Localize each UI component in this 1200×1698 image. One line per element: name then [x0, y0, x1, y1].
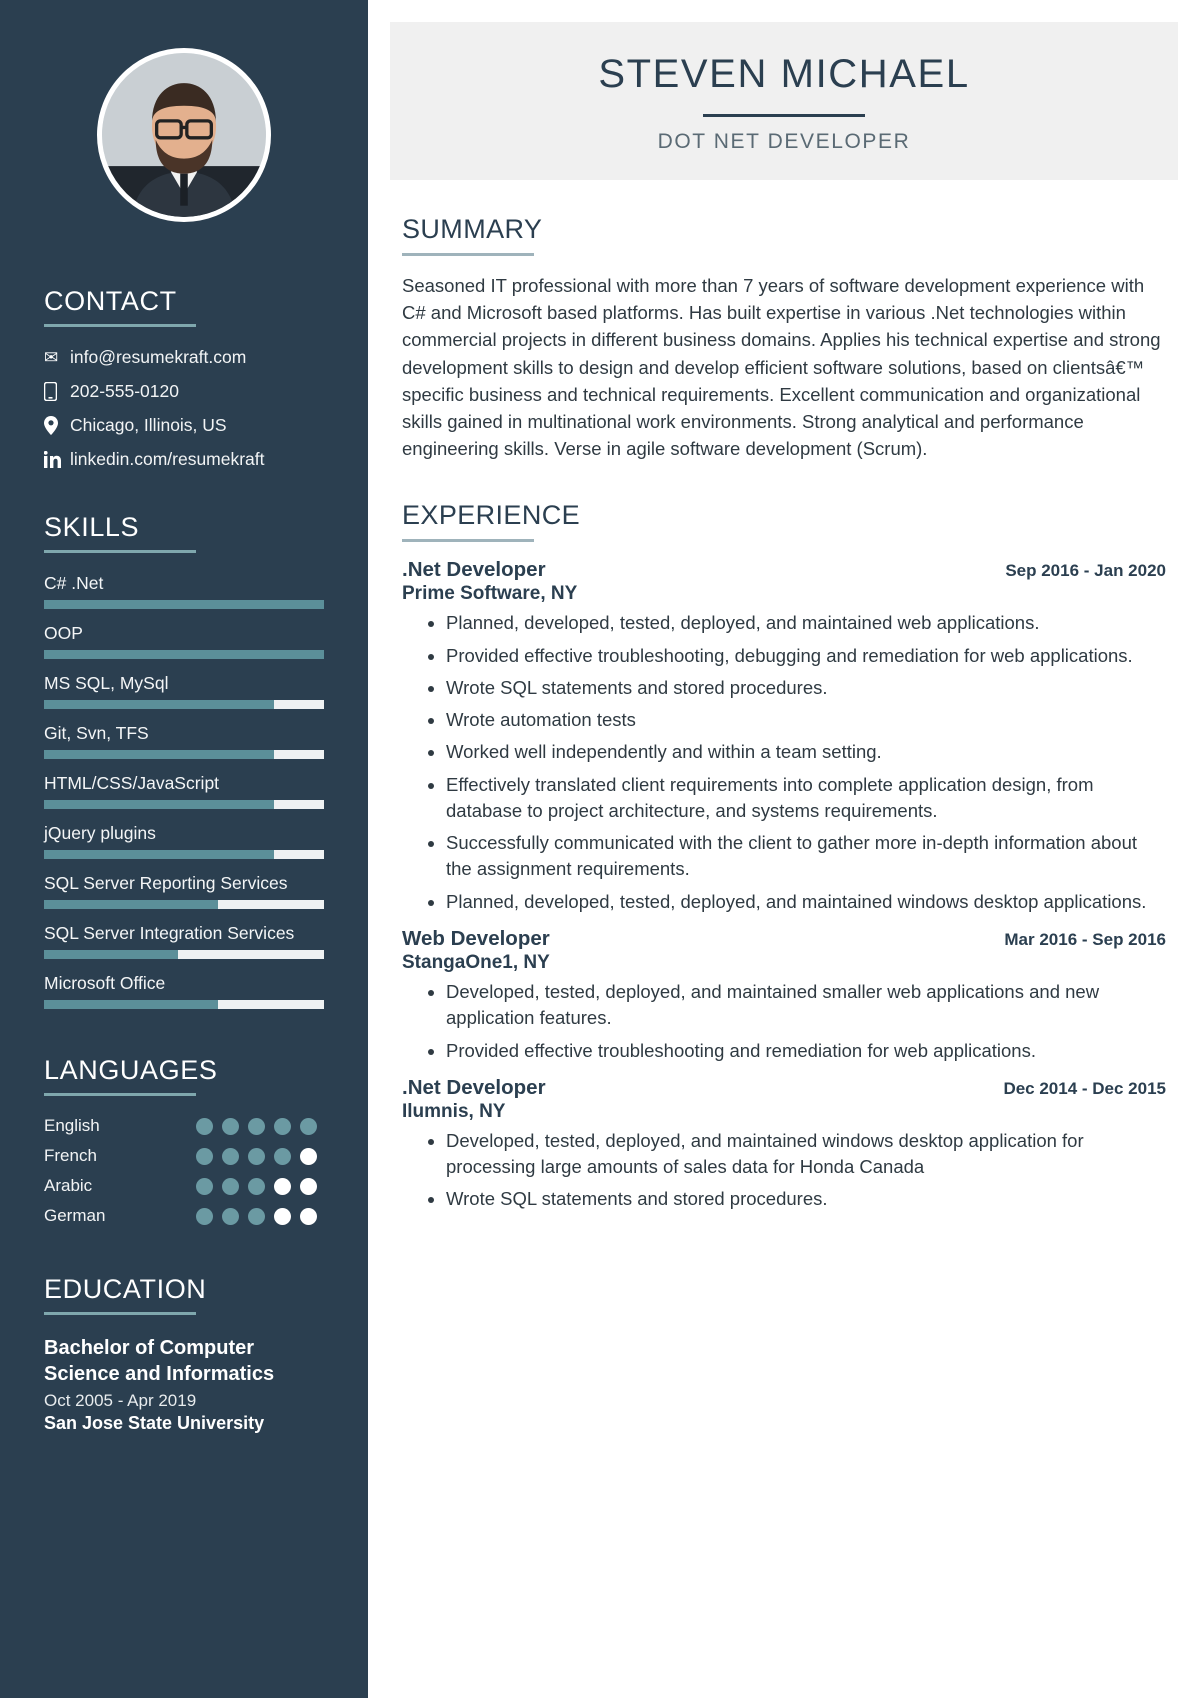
experience-item-header	[402, 1076, 1166, 1100]
education-degree: Bachelor of Computer Science and Informatics	[44, 1337, 275, 1385]
contact-section	[44, 286, 324, 470]
skill-item	[44, 623, 324, 659]
experience-job-date: Sep 2016 - Jan 2020	[1005, 561, 1166, 581]
divider	[703, 114, 865, 117]
skill-bar	[44, 700, 324, 709]
language-label: Arabic	[44, 1176, 93, 1195]
contact-item-location[interactable]	[44, 415, 324, 436]
education-school: San Jose State University	[44, 1413, 265, 1433]
list-item: • Effectively translated client requirements into complete application design, from database to project architecture, and systems requirements.	[446, 772, 1166, 825]
email-icon: ✉	[44, 348, 59, 367]
education-section	[44, 1274, 324, 1474]
languages-list	[44, 1116, 324, 1226]
experience-job-title: .Net Developer	[402, 558, 546, 582]
skill-item	[44, 973, 324, 1009]
skill-bar-fill	[44, 900, 218, 909]
skill-bar-fill	[44, 800, 274, 809]
skill-item	[44, 873, 324, 909]
skill-bar	[44, 750, 324, 759]
experience-job-org: Ilumnis, NY	[402, 1100, 506, 1122]
experience-heading: EXPERIENCE	[402, 500, 581, 531]
skill-bar-fill	[44, 650, 324, 659]
linkedin-icon	[44, 451, 70, 468]
language-label: French	[44, 1146, 97, 1165]
skill-bar	[44, 600, 324, 609]
skill-bar	[44, 1000, 324, 1009]
experience-job-org: StangaOne1, NY	[402, 951, 550, 973]
language-label: English	[44, 1116, 100, 1135]
language-item	[44, 1206, 324, 1226]
main-content	[368, 0, 1200, 1698]
experience-job-title: Web Developer	[402, 926, 550, 950]
skill-item	[44, 823, 324, 859]
experience-item	[402, 558, 1166, 915]
list-item: • Wrote SQL statements and stored procedures.	[446, 675, 1166, 701]
education-heading: EDUCATION	[44, 1274, 207, 1304]
list-item: • Provided effective troubleshooting, debugging and remediation for web applications.	[446, 643, 1166, 669]
list-item: • Wrote automation tests	[446, 707, 1166, 733]
contact-item-email[interactable]	[44, 347, 324, 368]
skill-label: OOP	[44, 623, 83, 643]
list-item: • Successfully communicated with the client to gather more in-depth information about the assignment requirements.	[446, 830, 1166, 883]
job-role-subtitle: DOT NET DEVELOPER	[657, 130, 911, 153]
skill-bar-fill	[44, 950, 178, 959]
languages-heading: LANGUAGES	[44, 1055, 218, 1085]
divider	[402, 253, 534, 256]
experience-job-title: .Net Developer	[402, 1075, 546, 1099]
experience-section	[402, 500, 1166, 1212]
skill-bar-fill	[44, 850, 274, 859]
profile-photo-icon	[102, 53, 266, 217]
skill-label: Git, Svn, TFS	[44, 723, 149, 743]
language-rating	[196, 1208, 317, 1225]
divider	[44, 1093, 196, 1096]
phone-icon	[44, 382, 70, 401]
skill-bar-fill	[44, 750, 274, 759]
contact-list	[44, 347, 324, 470]
list-item: • Planned, developed, tested, deployed, and maintained windows desktop applications.	[446, 889, 1166, 915]
skill-bar-fill	[44, 600, 324, 609]
contact-item-phone[interactable]	[44, 381, 324, 402]
skill-bar	[44, 800, 324, 809]
skill-label: SQL Server Reporting Services	[44, 873, 288, 893]
experience-item	[402, 927, 1166, 1064]
skill-item	[44, 573, 324, 609]
experience-bullets	[402, 1128, 1166, 1213]
skill-bar-fill	[44, 1000, 218, 1009]
language-item	[44, 1116, 324, 1136]
location-pin-icon	[44, 416, 70, 435]
page-title: STEVEN MICHAEL	[598, 52, 970, 96]
experience-item-header	[402, 927, 1166, 951]
language-rating	[196, 1178, 317, 1195]
skill-bar	[44, 900, 324, 909]
skill-label: MS SQL, MySql	[44, 673, 169, 693]
sidebar	[0, 0, 368, 1698]
skills-heading: SKILLS	[44, 512, 140, 542]
experience-job-date: Dec 2014 - Dec 2015	[1003, 1078, 1166, 1098]
skill-bar-fill	[44, 700, 274, 709]
skill-bar	[44, 850, 324, 859]
languages-section	[44, 1055, 324, 1226]
divider	[402, 539, 534, 542]
divider	[44, 324, 196, 327]
experience-bullets	[402, 979, 1166, 1064]
contact-heading: CONTACT	[44, 286, 177, 316]
skill-item	[44, 723, 324, 759]
summary-text: Seasoned IT professional with more than 7 years of software development experience with C# and Microsoft based platforms. Has built expertise in various .Net technologies within commercial projects in different business domains. Applies his technical expertise and strong development skills to design and develop efficient software solutions, based on clientsâ€™ specific business and technical requirements. Excellent communication and organizational skills gained in multinational work environments. Strong analytical and performance engineering skills. Verse in agile software development (Scrum).	[402, 275, 1161, 460]
experience-job-date: Mar 2016 - Sep 2016	[1004, 929, 1166, 949]
language-rating	[196, 1118, 317, 1135]
avatar	[97, 48, 271, 222]
skill-item	[44, 673, 324, 709]
skill-label: Microsoft Office	[44, 973, 166, 993]
skill-item	[44, 923, 324, 959]
skill-label: SQL Server Integration Services	[44, 923, 295, 943]
skill-bar	[44, 950, 324, 959]
skill-label: jQuery plugins	[44, 823, 156, 843]
list-item: • Developed, tested, deployed, and maintained smaller web applications and new application features.	[446, 979, 1166, 1032]
summary-heading: SUMMARY	[402, 214, 543, 244]
skills-section	[44, 512, 324, 1009]
experience-item-header	[402, 558, 1166, 582]
skill-label: HTML/CSS/JavaScript	[44, 773, 220, 793]
language-rating	[196, 1148, 317, 1165]
skills-list	[44, 573, 324, 1009]
summary-section	[402, 214, 1166, 462]
contact-phone-value: 202-555-0120	[70, 381, 179, 401]
skill-item	[44, 773, 324, 809]
divider	[44, 1312, 196, 1315]
language-label: German	[44, 1206, 106, 1225]
contact-item-linkedin[interactable]	[44, 449, 324, 470]
contact-location-value: Chicago, Illinois, US	[70, 415, 227, 435]
list-item: • Wrote SQL statements and stored procedures.	[446, 1186, 1166, 1212]
name-band	[390, 22, 1178, 180]
contact-email-value: info@resumekraft.com	[70, 347, 247, 367]
list-item: • Developed, tested, deployed, and maintained windows desktop application for processing large amounts of sales data for Honda Canada	[446, 1128, 1166, 1181]
avatar-wrap	[44, 48, 324, 222]
language-item	[44, 1146, 324, 1166]
list-item: • Provided effective troubleshooting and remediation for web applications.	[446, 1038, 1166, 1064]
language-item	[44, 1176, 324, 1196]
skill-bar	[44, 650, 324, 659]
experience-job-org: Prime Software, NY	[402, 583, 578, 605]
skill-label: C# .Net	[44, 573, 104, 593]
list-item: • Worked well independently and within a team setting.	[446, 739, 1166, 765]
contact-linkedin-value: linkedin.com/resumekraft	[70, 449, 265, 469]
experience-item	[402, 1076, 1166, 1213]
list-item: • Planned, developed, tested, deployed, and maintained web applications.	[446, 610, 1166, 636]
education-date: Oct 2005 - Apr 2019	[44, 1391, 197, 1410]
divider	[44, 550, 196, 553]
experience-bullets	[402, 610, 1166, 915]
